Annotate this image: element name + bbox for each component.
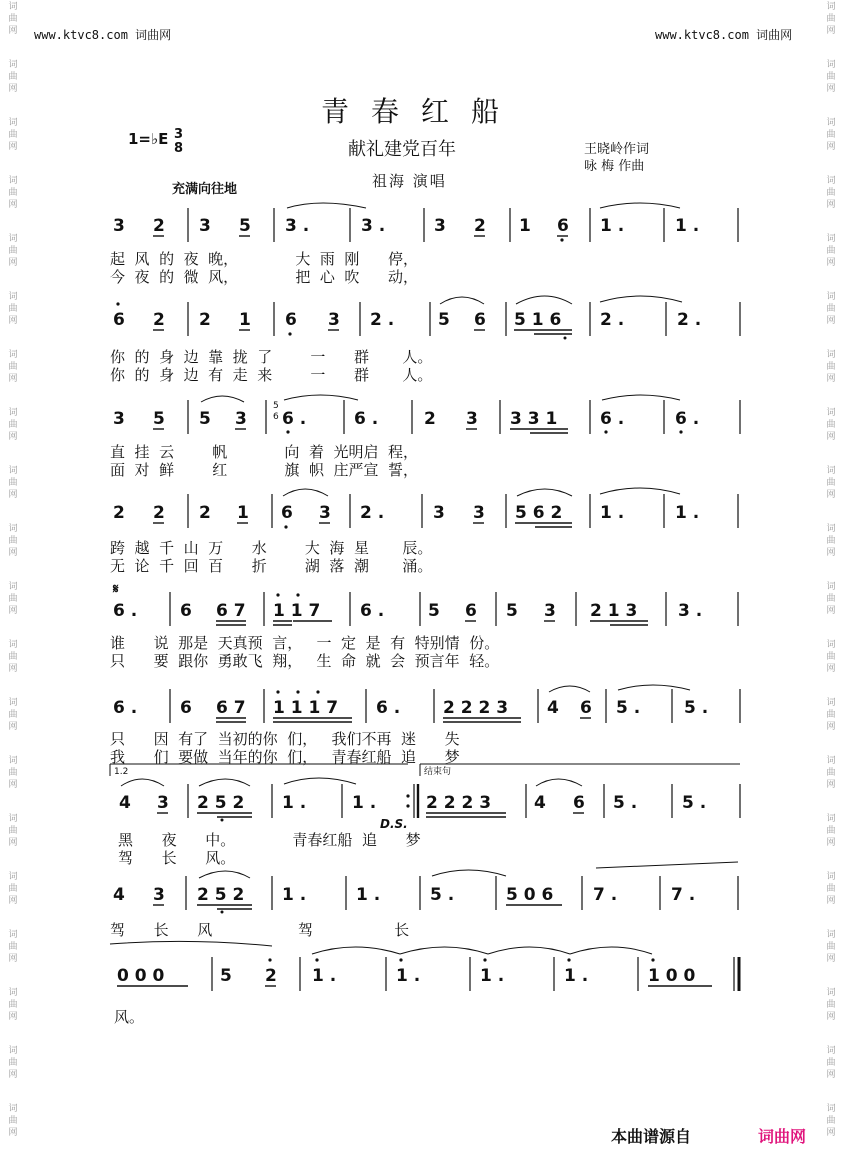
svg-text:5: 5 (273, 401, 279, 411)
svg-text:2 5 2: 2 5 2 (197, 885, 245, 905)
watermark-char: 网 (826, 432, 836, 442)
svg-text:1 .: 1 . (480, 966, 505, 986)
watermark-char: 词 (826, 930, 836, 940)
svg-text:5 .: 5 . (682, 793, 707, 813)
svg-text:6 .: 6 . (675, 409, 700, 429)
svg-text:6 .: 6 . (360, 601, 385, 621)
watermark-char: 词 (826, 292, 836, 302)
svg-text:4: 4 (534, 793, 546, 813)
svg-text:3 .: 3 . (285, 216, 310, 236)
ds-marker: D.S. (380, 817, 408, 831)
notation-row-6 (0, 682, 842, 732)
watermark-char: 网 (826, 896, 836, 906)
lyric-row-3-verse-1: 直 挂 云 帆 向 着 光明启 程， (110, 443, 419, 461)
watermark-char: 网 (8, 548, 18, 558)
svg-text:1 .: 1 . (564, 966, 589, 986)
svg-text:3: 3 (235, 409, 247, 429)
svg-text:3: 3 (434, 216, 446, 236)
key-signature: 1=♭E (128, 130, 169, 148)
watermark-char: 网 (8, 84, 18, 94)
notation-row-3 (0, 392, 842, 442)
svg-text:2: 2 (265, 966, 277, 986)
watermark-char: 词 (8, 582, 18, 592)
svg-text:6: 6 (573, 793, 585, 813)
watermark-char: 曲 (8, 1000, 18, 1010)
watermark-char: 网 (826, 664, 836, 674)
svg-text:2 1 3: 2 1 3 (590, 601, 638, 621)
watermark-char: 网 (8, 780, 18, 790)
volta-1-2: 1.2 (114, 767, 129, 777)
composer-credit: 咏 梅 作曲 (584, 159, 645, 174)
watermark-char: 词 (826, 234, 836, 244)
svg-text:1 .: 1 . (282, 885, 307, 905)
svg-text:3: 3 (157, 793, 169, 813)
watermark-char: 曲 (8, 130, 18, 140)
svg-text:6 .: 6 . (113, 601, 138, 621)
watermark-char: 网 (826, 374, 836, 384)
watermark-char: 词 (8, 60, 18, 70)
time-signature-bottom: 8 (174, 141, 184, 156)
svg-text:6 .: 6 . (376, 698, 401, 718)
lyric-row-3-verse-2: 面 对 鲜 红 旗 帜 庄严宣 誓， (110, 461, 419, 479)
watermark-char: 曲 (826, 594, 836, 604)
watermark-char: 网 (826, 954, 836, 964)
watermark-char: 词 (826, 582, 836, 592)
watermark-char: 词 (826, 118, 836, 128)
watermark-char: 曲 (826, 652, 836, 662)
svg-text:1 .: 1 . (312, 966, 337, 986)
lyric-row-4-verse-2: 无 论 千 回 百 折 湖 落 潮 涌。 (110, 557, 433, 575)
watermark-char: 网 (826, 838, 836, 848)
svg-text:6 .: 6 . (354, 409, 379, 429)
svg-text:6: 6 (474, 310, 486, 330)
watermark-char: 词 (826, 524, 836, 534)
watermark-char: 曲 (826, 1116, 836, 1126)
svg-text:6 .: 6 . (282, 409, 307, 429)
svg-text:3: 3 (153, 885, 165, 905)
svg-text:5 .: 5 . (613, 793, 638, 813)
svg-text:3 .: 3 . (678, 601, 703, 621)
watermark-char: 曲 (826, 826, 836, 836)
watermark-char: 网 (8, 1012, 18, 1022)
notation-row-7 (0, 762, 842, 822)
watermark-char: 曲 (826, 304, 836, 314)
watermark-char: 词 (826, 640, 836, 650)
svg-text:6: 6 (281, 503, 293, 523)
watermark-char: 词 (8, 176, 18, 186)
lyric-row-6-verse-1: 只 因 有了 当初的你 们， 我们不再 迷 失 (110, 730, 460, 748)
watermark-char: 网 (826, 1012, 836, 1022)
lyric-row-9: 风。 (114, 1008, 145, 1026)
svg-text:5 0 6: 5 0 6 (506, 885, 554, 905)
svg-text:5: 5 (220, 966, 232, 986)
watermark-char: 网 (826, 26, 836, 36)
svg-text:4: 4 (113, 885, 125, 905)
time-signature-top: 3 (174, 127, 184, 142)
site-url-left[interactable]: www.ktvc8.com 词曲网 (34, 28, 172, 42)
svg-text:1 1 7: 1 1 7 (273, 601, 321, 621)
lyric-row-5-verse-1: 谁 说 那是 天真预 言， 一 定 是 有 特别情 份。 (110, 634, 500, 652)
watermark-char: 词 (8, 698, 18, 708)
watermark-char: 曲 (8, 246, 18, 256)
svg-text:2 2 2 3: 2 2 2 3 (443, 698, 509, 718)
svg-text:6: 6 (113, 310, 125, 330)
lyric-row-2-verse-2: 你 的 身 边 有 走 来 一 群 人。 (110, 366, 433, 384)
svg-text:1 .: 1 . (675, 503, 700, 523)
svg-text:5 1 6: 5 1 6 (514, 310, 562, 330)
svg-text:3: 3 (466, 409, 478, 429)
svg-text:1 .: 1 . (282, 793, 307, 813)
svg-text:5: 5 (438, 310, 450, 330)
watermark-char: 曲 (8, 478, 18, 488)
svg-text:3: 3 (199, 216, 211, 236)
watermark-char: 词 (826, 350, 836, 360)
notation-row-8 (0, 860, 842, 912)
watermark-char: 词 (8, 118, 18, 128)
watermark-char: 网 (8, 316, 18, 326)
watermark-char: 词 (8, 350, 18, 360)
svg-text:6: 6 (285, 310, 297, 330)
watermark-char: 曲 (826, 478, 836, 488)
svg-text:6: 6 (180, 601, 192, 621)
svg-text:3: 3 (473, 503, 485, 523)
footer-site-link[interactable]: 词曲网 (758, 1127, 807, 1146)
watermark-char: 网 (826, 84, 836, 94)
watermark-char: 词 (826, 872, 836, 882)
watermark-char: 词 (826, 176, 836, 186)
watermark-char: 网 (8, 200, 18, 210)
svg-text:2: 2 (424, 409, 436, 429)
watermark-char: 曲 (8, 768, 18, 778)
lyric-row-5-verse-2: 只 要 跟你 勇敢飞 翔， 生 命 就 会 预言年 轻。 (110, 652, 500, 670)
watermark-char: 曲 (826, 884, 836, 894)
svg-text:1: 1 (239, 310, 251, 330)
lyric-row-7-verse-1: 黑 夜 中。 青春红船 追 梦 (118, 831, 421, 849)
lyric-row-8: 驾 长 风 驾 长 (110, 921, 410, 939)
watermark-char: 词 (8, 814, 18, 824)
watermark-char: 曲 (8, 420, 18, 430)
song-title: 青春红船 (320, 95, 521, 128)
watermark-char: 网 (8, 664, 18, 674)
svg-text:1 .: 1 . (600, 216, 625, 236)
svg-text:6 .: 6 . (600, 409, 625, 429)
svg-text:2 .: 2 . (360, 503, 385, 523)
lyric-row-2-verse-1: 你 的 身 边 靠 拢 了 一 群 人。 (110, 348, 433, 366)
svg-text:2: 2 (199, 503, 211, 523)
tempo-mark: 充满向往地 (172, 182, 238, 197)
lyric-row-1-verse-2: 今 夜 的 微 风， 把 心 吹 动， (110, 268, 419, 286)
svg-text:3 .: 3 . (361, 216, 386, 236)
watermark-char: 网 (8, 722, 18, 732)
watermark-char: 词 (8, 640, 18, 650)
watermark-char: 网 (8, 606, 18, 616)
watermark-char: 网 (8, 954, 18, 964)
notation-row-1 (0, 200, 842, 250)
svg-text:1 .: 1 . (396, 966, 421, 986)
svg-text:5 6 2: 5 6 2 (515, 503, 563, 523)
notation-row-4 (0, 484, 842, 534)
watermark-char: 网 (8, 258, 18, 268)
watermark-char: 词 (826, 2, 836, 12)
svg-text:2: 2 (153, 216, 165, 236)
watermark-char: 网 (826, 780, 836, 790)
watermark-char: 网 (826, 200, 836, 210)
notation-row-2 (0, 292, 842, 342)
watermark-char: 词 (8, 872, 18, 882)
svg-text:5 .: 5 . (684, 698, 709, 718)
watermark-char: 词 (8, 2, 18, 12)
svg-text:5: 5 (153, 409, 165, 429)
watermark-char: 曲 (8, 72, 18, 82)
svg-text:1 .: 1 . (675, 216, 700, 236)
svg-text:3: 3 (319, 503, 331, 523)
watermark-char: 词 (826, 1104, 836, 1114)
svg-text:2: 2 (153, 503, 165, 523)
watermark-char: 曲 (826, 710, 836, 720)
song-subtitle: 献礼建党百年 (348, 139, 456, 160)
svg-text:1: 1 (237, 503, 249, 523)
watermark-char: 词 (8, 756, 18, 766)
svg-text:5 .: 5 . (430, 885, 455, 905)
watermark-char: 词 (8, 466, 18, 476)
svg-text:1 1 1 7: 1 1 1 7 (273, 698, 339, 718)
watermark-char: 词 (826, 408, 836, 418)
watermark-char: 曲 (8, 362, 18, 372)
svg-text:2 .: 2 . (600, 310, 625, 330)
svg-text:2: 2 (474, 216, 486, 236)
watermark-char: 曲 (826, 14, 836, 24)
watermark-char: 网 (826, 316, 836, 326)
watermark-char: 词 (8, 1104, 18, 1114)
watermark-char: 曲 (8, 536, 18, 546)
svg-text:1 .: 1 . (600, 503, 625, 523)
segno-sign: 𝄋 (113, 582, 119, 597)
svg-text:2 .: 2 . (677, 310, 702, 330)
watermark-char: 词 (826, 466, 836, 476)
svg-text:1 .: 1 . (356, 885, 381, 905)
watermark-char: 网 (8, 896, 18, 906)
svg-text:2: 2 (113, 503, 125, 523)
svg-text:7 .: 7 . (593, 885, 618, 905)
watermark-char: 词 (826, 814, 836, 824)
lyric-row-7-verse-2: 驾 长 风。 (118, 849, 236, 867)
watermark-char: 词 (8, 524, 18, 534)
watermark-char: 词 (826, 1046, 836, 1056)
watermark-char: 曲 (826, 130, 836, 140)
watermark-char: 词 (8, 1046, 18, 1056)
svg-text:5: 5 (239, 216, 251, 236)
svg-text:6: 6 (465, 601, 477, 621)
watermark-char: 曲 (826, 420, 836, 430)
svg-text:6 7: 6 7 (216, 601, 246, 621)
svg-text:3: 3 (113, 409, 125, 429)
svg-text:4: 4 (119, 793, 131, 813)
svg-text:3: 3 (328, 310, 340, 330)
watermark-char: 网 (8, 1070, 18, 1080)
notation-row-5 (0, 586, 842, 636)
svg-text:2: 2 (199, 310, 211, 330)
svg-text:5: 5 (199, 409, 211, 429)
lyric-row-6-verse-2: 我 们 要做 当年的你 们， 青春红船 追 梦 (110, 748, 460, 766)
watermark-char: 网 (826, 722, 836, 732)
notation-row-9 (0, 940, 842, 996)
watermark-char: 词 (8, 408, 18, 418)
watermark-char: 曲 (826, 188, 836, 198)
watermark-char: 曲 (8, 594, 18, 604)
watermark-char: 词 (8, 930, 18, 940)
watermark-char: 曲 (826, 942, 836, 952)
watermark-char: 曲 (8, 884, 18, 894)
svg-text:5: 5 (506, 601, 518, 621)
watermark-char: 曲 (826, 362, 836, 372)
watermark-char: 词 (8, 292, 18, 302)
watermark-char: 网 (8, 432, 18, 442)
watermark-char: 网 (826, 258, 836, 268)
watermark-char: 词 (8, 988, 18, 998)
watermark-char: 曲 (8, 1116, 18, 1126)
site-url-right[interactable]: www.ktvc8.com 词曲网 (655, 28, 793, 42)
svg-text:3: 3 (433, 503, 445, 523)
svg-text:6: 6 (273, 412, 279, 422)
svg-text:2 .: 2 . (370, 310, 395, 330)
watermark-char: 曲 (8, 14, 18, 24)
watermark-char: 网 (8, 142, 18, 152)
watermark-char: 网 (826, 142, 836, 152)
watermark-char: 词 (826, 60, 836, 70)
singer-credit: 祖海 演唱 (372, 172, 447, 190)
watermark-char: 曲 (826, 1000, 836, 1010)
svg-text:6: 6 (180, 698, 192, 718)
watermark-char: 曲 (8, 710, 18, 720)
watermark-char: 曲 (8, 826, 18, 836)
watermark-char: 网 (826, 490, 836, 500)
svg-text:6: 6 (557, 216, 569, 236)
watermark-char: 网 (8, 1128, 18, 1138)
svg-text:2 5 2: 2 5 2 (197, 793, 245, 813)
watermark-char: 曲 (826, 768, 836, 778)
svg-text:0 0 0: 0 0 0 (117, 966, 165, 986)
svg-text:1 0 0: 1 0 0 (648, 966, 696, 986)
svg-text:6 7: 6 7 (216, 698, 246, 718)
watermark-char: 网 (826, 606, 836, 616)
watermark-char: 词 (826, 698, 836, 708)
lyric-row-4-verse-1: 跨 越 千 山 万 水 大 海 星 辰。 (110, 539, 433, 557)
lyricist-credit: 王晓岭作词 (584, 142, 650, 157)
volta-ending: 结束句 (424, 767, 452, 777)
svg-text:5: 5 (428, 601, 440, 621)
watermark-char: 曲 (826, 536, 836, 546)
watermark-char: 词 (826, 988, 836, 998)
watermark-char: 曲 (8, 942, 18, 952)
watermark-char: 网 (8, 26, 18, 36)
svg-text:6 .: 6 . (113, 698, 138, 718)
svg-text:6: 6 (580, 698, 592, 718)
watermark-char: 曲 (8, 304, 18, 314)
watermark-char: 词 (826, 756, 836, 766)
watermark-char: 曲 (826, 72, 836, 82)
watermark-char: 曲 (826, 1058, 836, 1068)
watermark-char: 网 (826, 548, 836, 558)
watermark-char: 曲 (8, 1058, 18, 1068)
watermark-char: 网 (826, 1070, 836, 1080)
svg-text:5 .: 5 . (616, 698, 641, 718)
svg-text:4: 4 (547, 698, 559, 718)
watermark-char: 网 (8, 838, 18, 848)
watermark-char: 网 (826, 1128, 836, 1138)
watermark-char: 曲 (826, 246, 836, 256)
svg-text:3 3 1: 3 3 1 (510, 409, 558, 429)
svg-text:2: 2 (153, 310, 165, 330)
svg-text:2 2 2 3: 2 2 2 3 (426, 793, 492, 813)
svg-text:1 .: 1 . (352, 793, 377, 813)
watermark-char: 词 (8, 234, 18, 244)
watermark-char: 网 (8, 374, 18, 384)
svg-text:1: 1 (519, 216, 531, 236)
svg-text:3: 3 (544, 601, 556, 621)
watermark-char: 曲 (8, 188, 18, 198)
lyric-row-1-verse-1: 起 风 的 夜 晚， 大 雨 刚 停， (110, 250, 419, 268)
watermark-char: 网 (8, 490, 18, 500)
footer-source-label: 本曲谱源自 (611, 1127, 692, 1146)
svg-text:3: 3 (113, 216, 125, 236)
svg-text:7 .: 7 . (671, 885, 696, 905)
watermark-char: 曲 (8, 652, 18, 662)
